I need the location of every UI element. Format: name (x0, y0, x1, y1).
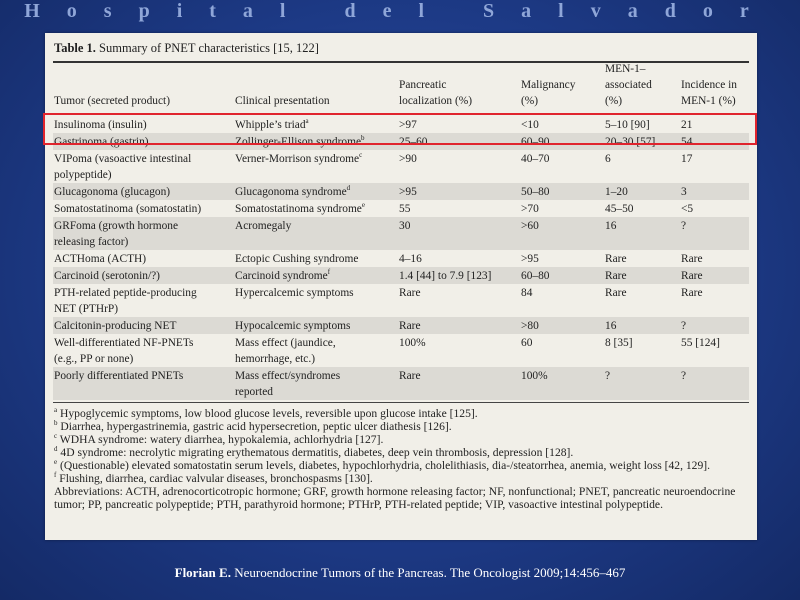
table-row (53, 150, 749, 183)
column-header: Clinical presentation (235, 95, 330, 107)
table-cell: 45–50 (605, 203, 634, 215)
table-cell: Rare (605, 270, 627, 282)
table-cell: 40–70 (521, 153, 550, 165)
table-cell: Poorly differentiated PNETs (54, 370, 184, 382)
table-cell: Whipple’s triad$^a$ (235, 117, 309, 131)
table-cell: 50–80 (521, 186, 550, 198)
table-title-text: Summary of PNET characteristics [15, 122] (99, 41, 319, 55)
column-header: (%) (605, 95, 623, 107)
table-cell: 30 (399, 220, 411, 232)
table-cell: Rare (399, 320, 421, 332)
footnote: $^b$ Diarrhea, hypergastrinemia, gastric acid hypersecretion, peptic ulcer diathesis [126]. (54, 419, 452, 433)
table-cell: 20–30 [57] (605, 136, 656, 148)
table-cell: ? (681, 220, 687, 232)
table-cell: Gastrinoma (gastrin) (54, 136, 149, 148)
table-cell: Zollinger-Ellison syndrome$^b$ (235, 134, 365, 148)
table-cell: 5–10 [90] (605, 119, 650, 131)
table-cell: VIPoma (vasoactive intestinal polypeptide) (54, 153, 192, 181)
table-cell: ACTHoma (ACTH) (54, 253, 147, 265)
table-cell: Rare (605, 287, 627, 299)
table-cell: 100% (521, 370, 548, 382)
column-header: Malignancy (521, 79, 576, 91)
column-header: Pancreatic (399, 79, 447, 91)
table-cell: 16 (605, 320, 617, 332)
table-cell: Acromegaly (235, 220, 292, 232)
table-cell: 17 (681, 153, 693, 165)
table-cell: Somatostatinoma syndrome$^e$ (235, 201, 365, 215)
column-header: Tumor (secreted product) (54, 95, 170, 107)
table-cell: >90 (399, 153, 417, 165)
footnote: $^c$ WDHA syndrome: watery diarrhea, hypokalemia, achlorhydria [127]. (54, 432, 384, 446)
footnote-marker: a (305, 117, 309, 126)
table-cell: ? (681, 320, 687, 332)
table-row (53, 284, 749, 317)
table-cell: 21 (681, 119, 693, 131)
table-cell: Rare (399, 287, 421, 299)
table-row (53, 334, 749, 367)
bottom-rule (53, 402, 749, 403)
table-cell: Glucagonoma (glucagon) (54, 186, 171, 198)
table-cell: 1.4 [44] to 7.9 [123] (399, 270, 492, 282)
footnote: $^f$ Flushing, diarrhea, cardiac valvular diseases, bronchospasms [130]. (54, 471, 373, 485)
table-cell: Mass effect (jaundice, hemorrhage, etc.) (235, 337, 336, 365)
table-cell: Hypocalcemic symptoms (235, 320, 351, 332)
table-cell: >95 (399, 186, 417, 198)
table-cell: Verner-Morrison syndrome$^c$ (235, 151, 363, 165)
column-header: Incidence in (681, 79, 737, 91)
table-cell: 3 (681, 186, 687, 198)
footnote: Abbreviations: ACTH, adrenocorticotropic hormone; GRF, growth hormone releasing factor; NF, nonfunctional; PNET, pancreatic neuroendocrine tumor; PP, pancreatic polypeptide; PTH, parathyroid hormone; PTHrP, PTH-related peptide; VIP, vasoactive intestinal polypeptide. (54, 485, 736, 511)
table-cell: Rare (681, 287, 703, 299)
table-row (53, 317, 749, 334)
footnote-marker: e (361, 201, 365, 210)
table-cell: 8 [35] (605, 337, 633, 349)
table-cell: Mass effect/syndromes reported (235, 370, 341, 398)
table-cell: Rare (681, 270, 703, 282)
table-cell: GRFoma (growth hormone releasing factor) (54, 220, 179, 248)
footnotes (54, 407, 750, 511)
table-cell: <5 (681, 203, 694, 215)
citation (0, 565, 800, 581)
table-cell: Glucagonoma syndrome$^d$ (235, 184, 351, 198)
table-cell: ? (681, 370, 687, 382)
table-cell: 1–20 (605, 186, 628, 198)
table-cell: Ectopic Cushing syndrome (235, 253, 359, 265)
header-title: Hospital del Salvador (24, 0, 776, 22)
table-cell: >80 (521, 320, 539, 332)
table-row (53, 367, 749, 400)
column-header: associated (605, 79, 652, 91)
table-cell: 54 (681, 136, 693, 148)
column-header: localization (%) (399, 95, 473, 107)
table-cell: Carcinoid (serotonin/?) (54, 270, 160, 282)
table-label: Table 1. (54, 41, 96, 55)
table-cell: 25–60 (399, 136, 428, 148)
table-cell: Rare (681, 253, 703, 265)
column-header: (%) (521, 95, 539, 107)
table-cell: Somatostatinoma (somatostatin) (54, 203, 202, 215)
table-cell: Insulinoma (insulin) (54, 119, 147, 131)
table-cell: 6 (605, 153, 611, 165)
table-cell: ? (605, 370, 611, 382)
column-header: MEN-1 (%) (681, 95, 736, 107)
footnote: $^d$ 4D syndrome: necrolytic migrating erythematous dermatitis, diabetes, deep vein thrombosis, depression [128]. (54, 445, 574, 459)
table-cell: 100% (399, 337, 426, 349)
table-cell: >70 (521, 203, 539, 215)
table-cell: Calcitonin-producing NET (54, 320, 177, 332)
table-cell: 4–16 (399, 253, 422, 265)
table-cell: >97 (399, 119, 417, 131)
table-cell: 60 (521, 337, 533, 349)
table-cell: 60–80 (521, 270, 550, 282)
table-row (53, 267, 749, 284)
footnote: $^e$ (Questionable) elevated somatostatin serum levels, diabetes, hypochlorhydria, cholelithiasis, dia-/steatorrhea, anemia, weight loss [42, 129]. (54, 458, 711, 472)
table-cell: 84 (521, 287, 533, 299)
footnote-marker: d (346, 184, 351, 193)
highlight-box (43, 113, 757, 145)
table-panel (45, 33, 757, 540)
table-cell: 60–90 (521, 136, 550, 148)
table-cell: Carcinoid syndrome$^f$ (235, 268, 331, 282)
table-row (53, 183, 749, 200)
table-cell: >95 (521, 253, 539, 265)
footnote: $^a$ Hypoglycemic symptoms, low blood glucose levels, reversible upon glucose intake [125]. (54, 406, 478, 420)
table-cell: 55 [124] (681, 337, 720, 349)
table-row (53, 217, 749, 250)
table-cell: 55 (399, 203, 411, 215)
table-title (54, 41, 319, 56)
footnote-marker: f (327, 268, 331, 277)
table-cell: <10 (521, 119, 539, 131)
table-cell: PTH-related peptide-producing NET (PTHrP) (54, 287, 197, 315)
footnote-marker: c (359, 151, 363, 160)
table-cell: Rare (605, 253, 627, 265)
column-header: MEN-1– (605, 63, 646, 75)
footnote-marker: b (361, 134, 365, 143)
citation-text: Neuroendocrine Tumors of the Pancreas. The Oncologist 2009;14:456–467 (230, 565, 626, 580)
table-cell: >60 (521, 220, 539, 232)
table-cell: Rare (399, 370, 421, 382)
table-cell: Hypercalcemic symptoms (235, 287, 354, 299)
citation-author: Florian E. (174, 565, 231, 580)
table-cell: 16 (605, 220, 617, 232)
table-cell: Well-differentiated NF-PNETs (e.g., PP or none) (54, 337, 194, 365)
table-row (53, 200, 749, 217)
table-row (53, 250, 749, 267)
